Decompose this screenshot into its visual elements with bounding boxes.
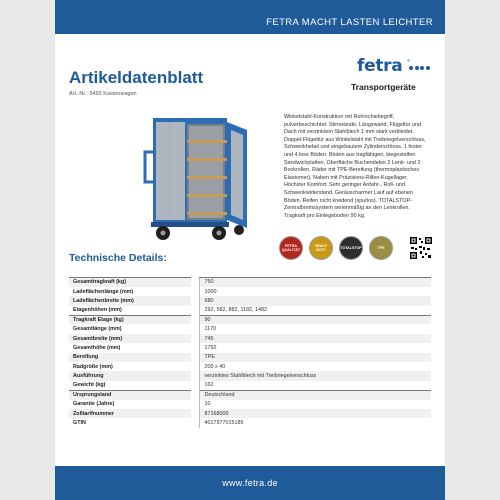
spec-row — [69, 381, 431, 390]
quality-badge: TPE — [369, 236, 393, 260]
spec-row — [69, 353, 431, 362]
spec-separator — [191, 371, 199, 380]
spec-value: 745 — [199, 334, 431, 343]
spec-table — [69, 277, 431, 428]
quality-badge: TOTALSTOP — [339, 236, 363, 260]
spec-separator — [191, 343, 199, 352]
spec-value: 1000 — [199, 287, 431, 296]
section-title: Technische Details: — [69, 252, 167, 264]
spec-separator — [191, 409, 199, 418]
spec-label: Garantie (Jahre) — [73, 401, 115, 408]
spec-separator — [191, 296, 199, 305]
spec-label: Gesamthöhe (mm) — [73, 344, 121, 351]
spec-separator — [191, 278, 199, 287]
page-title: Artikeldatenblatt — [69, 68, 204, 87]
spec-label: Ursprungsland — [69, 390, 191, 399]
spec-label: Ausführung — [69, 371, 191, 380]
spec-value: 4017977015185 — [199, 418, 431, 427]
spec-value: 87168000 — [199, 409, 431, 418]
spec-separator — [191, 353, 199, 362]
spec-separator — [191, 315, 199, 324]
spec-separator — [191, 306, 199, 315]
datasheet-page — [55, 0, 445, 500]
spec-value: 1792 — [199, 343, 431, 352]
spec-row — [69, 324, 431, 333]
article-number: Art.-Nr.: 5492 Kastenwagen — [69, 91, 137, 97]
spec-separator — [191, 287, 199, 296]
spec-value: 162 — [199, 381, 431, 390]
spec-label: Gewicht (kg) — [73, 382, 106, 389]
spec-value: Deutschland — [199, 390, 431, 399]
quality-badge: HEAVY DUTY — [309, 236, 333, 260]
header — [69, 56, 431, 106]
footer — [55, 466, 445, 500]
spec-label: Etagenhöhen (mm) — [73, 307, 122, 314]
spec-row — [69, 315, 431, 324]
banner-slogan: FETRA MACHT LASTEN LEICHTER — [266, 17, 433, 28]
logo-dots — [409, 66, 430, 70]
spec-label: Radgröße (mm) — [73, 363, 113, 370]
product-description: Winkelstahl-Konstruktion mit Rohrschiebegriff, pulverbeschichtet. Stirnwände, Längswand, Flügeltür und Dach mit verzinktem Stahlblech 1 mm stark verkleidet. Doppel-Flügeltür aus Winkelstahl mit Treibriegelverschluss, Schwenkhebel und eingebautem Zylinderschloss. 1 fester und 4 lose Böden. Böden aus tragfähigen, biegesteifen Sandwichplatten, Oberfläche Buchendekor.2 Lenk- und 2 Bockrollen, Räder mit TPE-Bereifung (thermoplastisches Elastomer), Naben mit Präzisions-Rillen-Kugellager. Höchster Komfort: Sehr geringer Anfahr-, Roll- und Schwenkwiderstand. Geräuscharmer Lauf auf ebenen Böden. Reifen nicht kreidend (spurlos). TOTALSTOP-Zentralbremssystem serienmäßig an den Lenkrollen. Tragkraft pro Einlegeboden 90 kg. — [284, 114, 426, 219]
spec-label: Ladeflächenlänge (mm) — [73, 288, 134, 295]
spec-separator — [191, 381, 199, 390]
spec-value: verzinktes Stahlblech mit Treibriegelverschluss — [199, 371, 431, 380]
logo-registered-mark: ® — [407, 58, 410, 63]
spec-separator — [191, 418, 199, 427]
qr-code — [409, 236, 433, 260]
spec-value: 750 — [199, 278, 431, 287]
spec-value: TPE — [199, 353, 431, 362]
spec-row — [69, 418, 431, 427]
spec-label: Bereifung — [69, 353, 191, 362]
spec-label: Tragkraft Etage (kg) — [69, 315, 191, 324]
spec-separator — [191, 324, 199, 333]
spec-value: 1170 — [199, 324, 431, 333]
spec-value: 200 x 40 — [199, 362, 431, 371]
spec-row — [69, 400, 431, 409]
spec-row — [69, 409, 431, 418]
spec-value: 292, 582, 882, 1182, 1482 — [199, 306, 431, 315]
spec-row — [69, 296, 431, 305]
spec-value: 10 — [199, 400, 431, 409]
spec-label: Gesamtbreite (mm) — [69, 334, 191, 343]
spec-row — [69, 334, 431, 343]
spec-separator — [191, 400, 199, 409]
spec-row — [69, 362, 431, 371]
spec-value: 90 — [199, 315, 431, 324]
spec-row — [69, 306, 431, 315]
logo-word: fetra — [357, 56, 403, 76]
spec-row — [69, 278, 431, 287]
spec-separator — [191, 362, 199, 371]
quality-badges — [279, 236, 393, 260]
spec-row — [69, 371, 431, 380]
logo-tagline: Transportgeräte — [351, 82, 416, 92]
spec-label: Zolltarifnummer — [69, 409, 191, 418]
product-image — [139, 112, 261, 242]
spec-label: Gesamtlänge (mm) — [73, 326, 122, 333]
footer-url[interactable]: www.fetra.de — [222, 478, 278, 488]
spec-separator — [191, 334, 199, 343]
fetra-logo — [351, 56, 429, 102]
quality-badge: FETRA QUALITÄT — [279, 236, 303, 260]
spec-row — [69, 343, 431, 352]
top-banner — [55, 0, 445, 34]
spec-row — [69, 287, 431, 296]
spec-separator — [191, 390, 199, 399]
spec-label: GTIN — [73, 420, 86, 427]
spec-label: Ladeflächenbreite (mm) — [69, 296, 191, 305]
spec-row — [69, 390, 431, 399]
spec-label: Gesamttragkraft (kg) — [69, 278, 191, 287]
spec-value: 680 — [199, 296, 431, 305]
